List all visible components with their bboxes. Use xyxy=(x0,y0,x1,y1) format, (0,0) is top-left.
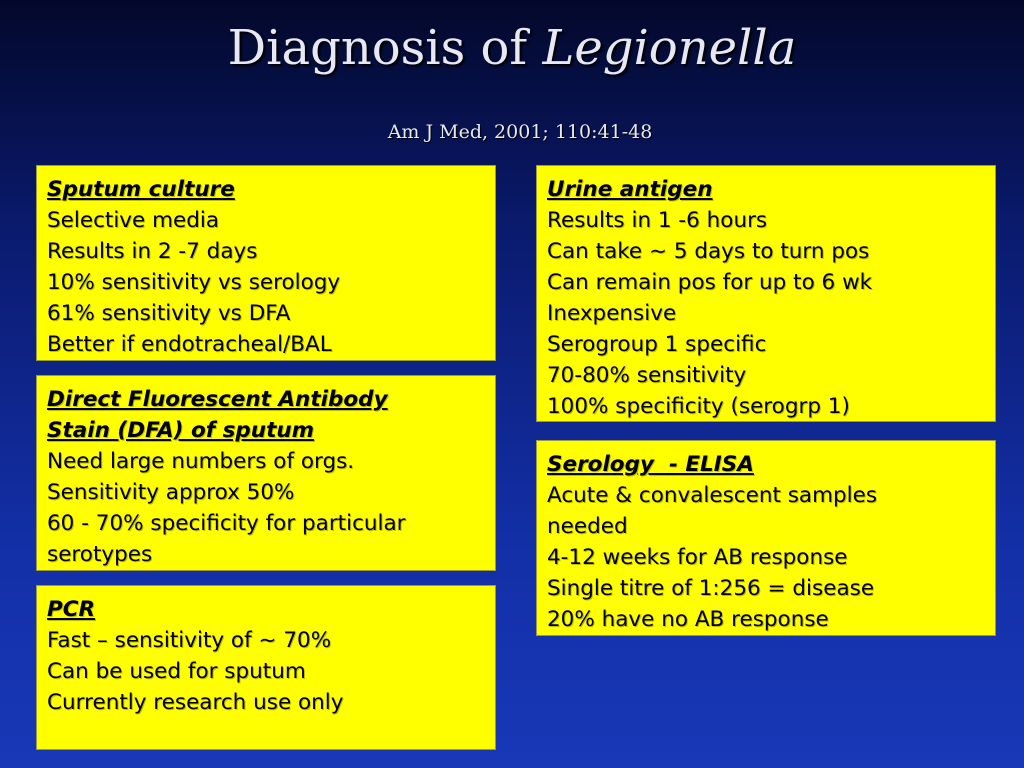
box-heading: Urine antigen xyxy=(547,177,713,202)
box-line: Sensitivity approx 50% xyxy=(47,480,295,505)
box-heading: Direct Fluorescent Antibody xyxy=(47,387,388,412)
box-line: Single titre of 1:256 = disease xyxy=(547,576,875,601)
box-line: 60 - 70% specificity for particular xyxy=(47,511,406,536)
box-line: Can take ~ 5 days to turn pos xyxy=(547,239,870,264)
box-line: needed xyxy=(547,514,628,539)
box-heading: Stain (DFA) of sputum xyxy=(47,418,315,443)
box-line: Results in 1 -6 hours xyxy=(547,208,768,233)
box-line: Currently research use only xyxy=(47,690,344,715)
title-prefix: Diagnosis of xyxy=(227,20,528,76)
pcr-box xyxy=(36,585,496,750)
box-line: Need large numbers of orgs. xyxy=(47,449,355,474)
box-line: serotypes xyxy=(47,542,153,567)
box-line: Serogroup 1 specific xyxy=(547,332,767,357)
box-line: 10% sensitivity vs serology xyxy=(47,270,341,295)
box-line: 61% sensitivity vs DFA xyxy=(47,301,291,326)
urine-antigen-box xyxy=(536,165,996,422)
box-line: Can remain pos for up to 6 wk xyxy=(547,270,873,295)
box-heading: Serology - ELISA xyxy=(547,452,754,477)
title-organism: Legionella xyxy=(542,20,797,76)
box-line: 100% specificity (serogrp 1) xyxy=(547,394,850,419)
box-line: 70-80% sensitivity xyxy=(547,363,747,388)
box-line: Fast – sensitivity of ~ 70% xyxy=(47,628,332,653)
box-line: 20% have no AB response xyxy=(547,607,829,632)
dfa-box xyxy=(36,375,496,571)
box-line: Can be used for sputum xyxy=(47,659,306,684)
box-line: Better if endotracheal/BAL xyxy=(47,332,332,357)
box-line: Results in 2 -7 days xyxy=(47,239,258,264)
serology-box xyxy=(536,440,996,636)
box-heading: PCR xyxy=(47,597,96,622)
box-line: 4-12 weeks for AB response xyxy=(547,545,848,570)
slide-title xyxy=(0,20,1024,76)
box-line: Inexpensive xyxy=(547,301,677,326)
box-heading: Sputum culture xyxy=(47,177,235,202)
box-line: Acute & convalescent samples xyxy=(547,483,878,508)
box-line: Selective media xyxy=(47,208,220,233)
sputum-culture-box xyxy=(36,165,496,361)
reference-citation: Am J Med, 2001; 110:41-48 xyxy=(387,121,653,143)
